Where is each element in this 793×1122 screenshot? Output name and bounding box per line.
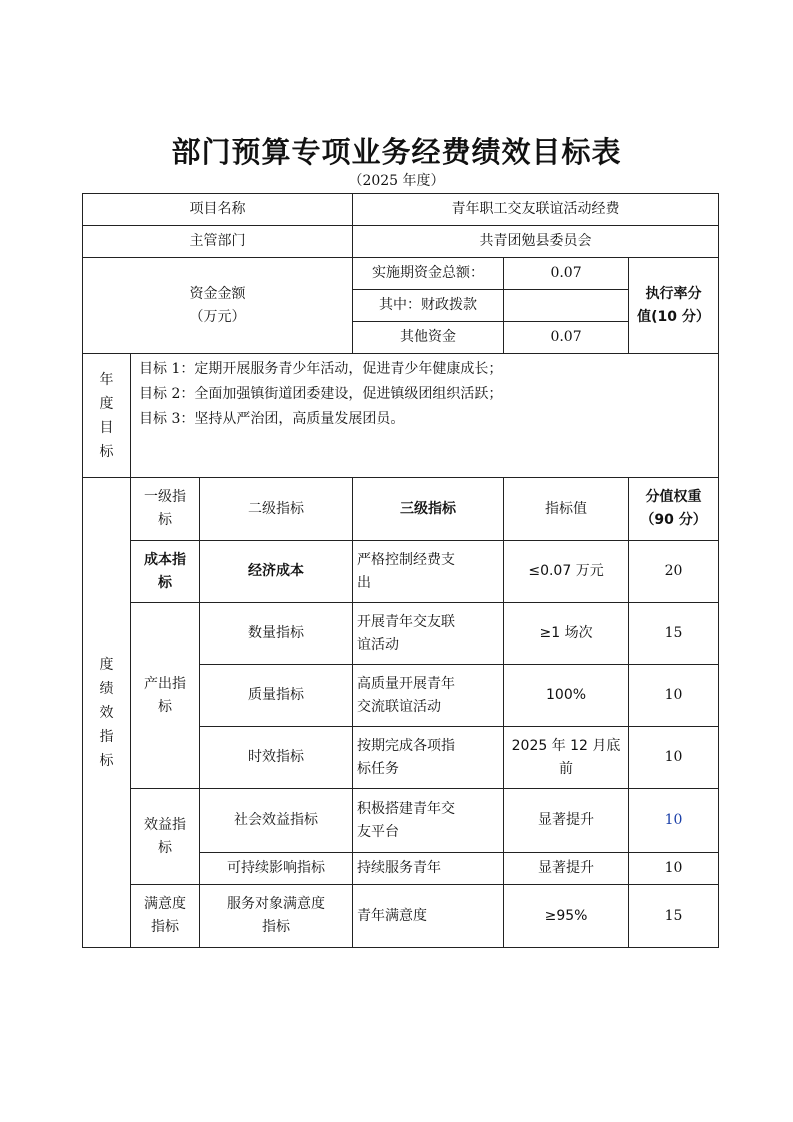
output-level1-line1: 产出指 <box>144 675 186 692</box>
indicators-char: 度 <box>99 656 114 673</box>
satisfaction-indicator-row <box>83 885 719 948</box>
year-subtitle: （2025 年度） <box>348 173 445 189</box>
annual-goals-char: 年 <box>99 371 114 388</box>
benefit-level2: 可持续影响指标 <box>200 853 353 885</box>
benefit-value: 显著提升 <box>504 853 629 885</box>
header-level3: 三级指标 <box>353 478 504 541</box>
project-name-value: 青年职工交友联谊活动经费 <box>353 194 719 226</box>
output-level2: 时效指标 <box>200 727 353 789</box>
benefit-indicator-row <box>83 789 719 853</box>
output-level3-line1: 高质量开展青年 <box>357 675 456 692</box>
satisfaction-level2-line2: 指标 <box>262 919 291 935</box>
funds-total-row <box>83 258 719 290</box>
output-value-line1: ≥1 场次 <box>539 625 593 641</box>
project-name-label: 项目名称 <box>83 194 353 226</box>
funds-fiscal-value <box>504 290 629 322</box>
funds-other-value: 0.07 <box>504 322 629 354</box>
project-name-row <box>83 194 719 226</box>
annual-goals-char: 度 <box>99 395 114 412</box>
page-title: 部门预算专项业务经费绩效目标表 <box>171 135 622 169</box>
output-value-line2: 前 <box>559 760 574 777</box>
funds-label-line1: 资金金额 <box>189 285 246 302</box>
output-level3 <box>353 727 504 789</box>
department-row <box>83 226 719 258</box>
satisfaction-level3: 青年满意度 <box>353 885 504 948</box>
satisfaction-level2 <box>200 885 353 948</box>
output-level3-line1: 按期完成各项指 <box>357 737 456 754</box>
benefit-level1 <box>131 789 200 885</box>
cost-level3-line2: 出 <box>357 574 372 591</box>
funds-other-label: 其他资金 <box>353 322 504 354</box>
goal-item-2: 目标 2：全面加强镇街道团委建设，促进镇级团组织活跃； <box>139 386 503 402</box>
header-level1-line1: 一级指 <box>144 489 186 505</box>
indicator-header-row <box>83 478 719 541</box>
indicators-char: 效 <box>99 704 114 721</box>
funds-label <box>83 258 353 354</box>
cost-indicator-row <box>83 541 719 603</box>
satisfaction-weight: 15 <box>629 885 719 948</box>
header-weight-line2: （90 分） <box>640 512 707 528</box>
output-level2: 质量指标 <box>200 665 353 727</box>
header-value: 指标值 <box>504 478 629 541</box>
annual-goals-char: 标 <box>99 443 114 460</box>
output-level3-line2: 标任务 <box>357 760 400 777</box>
benefit-level3-line1: 积极搭建青年交 <box>357 800 456 817</box>
funds-label-line2: （万元） <box>189 308 246 325</box>
benefit-level3: 持续服务青年 <box>353 853 504 885</box>
output-value <box>504 665 629 727</box>
output-value-line1: 2025 年 12 月底 <box>511 737 621 754</box>
cost-level1-line1: 成本指 <box>144 551 186 568</box>
output-level3-line2: 谊活动 <box>357 636 400 653</box>
output-weight: 15 <box>629 603 719 665</box>
funds-fiscal-label: 其中：财政拨款 <box>353 290 504 322</box>
cost-weight: 20 <box>629 541 719 603</box>
execution-rate-line1: 执行率分 <box>645 285 702 302</box>
benefit-level2: 社会效益指标 <box>200 789 353 853</box>
header-weight-line1: 分值权重 <box>645 489 702 505</box>
funds-total-label: 实施期资金总额： <box>353 258 504 290</box>
output-level3 <box>353 665 504 727</box>
output-level3-line1: 开展青年交友联 <box>357 613 456 630</box>
output-level1 <box>131 603 200 789</box>
output-level2: 数量指标 <box>200 603 353 665</box>
output-level3-line2: 交流联谊活动 <box>357 698 442 715</box>
annual-goals-content <box>131 354 719 478</box>
benefit-level3 <box>353 789 504 853</box>
cost-level1 <box>131 541 200 603</box>
department-value: 共青团勉县委员会 <box>353 226 719 258</box>
header-level1 <box>131 478 200 541</box>
execution-rate-line2: 值(10 分） <box>637 308 710 325</box>
cost-level2: 经济成本 <box>200 541 353 603</box>
department-label: 主管部门 <box>83 226 353 258</box>
output-value <box>504 603 629 665</box>
cost-level3-line1: 严格控制经费支 <box>357 551 456 568</box>
benefit-weight: 10 <box>629 853 719 885</box>
cost-level1-line2: 标 <box>158 574 172 591</box>
satisfaction-level1-line1: 满意度 <box>144 896 186 912</box>
indicators-char: 绩 <box>99 680 114 697</box>
output-value-line1: 100% <box>546 687 587 703</box>
header-level2: 二级指标 <box>200 478 353 541</box>
benefit-level3-line2: 友平台 <box>357 823 400 840</box>
output-level1-line2: 标 <box>158 698 172 715</box>
funds-total-value: 0.07 <box>504 258 629 290</box>
benefit-level1-line1: 效益指 <box>144 816 186 833</box>
output-weight: 10 <box>629 665 719 727</box>
goal-item-1: 目标 1：定期开展服务青少年活动，促进青少年健康成长； <box>139 361 503 377</box>
satisfaction-level1 <box>131 885 200 948</box>
output-value <box>504 727 629 789</box>
header-level1-line2: 标 <box>158 512 172 528</box>
output-level3 <box>353 603 504 665</box>
header-weight <box>629 478 719 541</box>
performance-target-table <box>82 193 719 948</box>
execution-rate-score-label <box>629 258 719 354</box>
satisfaction-level2-line1: 服务对象满意度 <box>227 896 326 912</box>
benefit-level1-line2: 标 <box>158 839 172 856</box>
annual-goals-label <box>83 354 131 478</box>
annual-goals-char: 目 <box>99 419 114 436</box>
satisfaction-value: ≥95% <box>504 885 629 948</box>
satisfaction-level1-line2: 指标 <box>151 919 179 935</box>
output-weight: 10 <box>629 727 719 789</box>
cost-level3 <box>353 541 504 603</box>
cost-value: ≤0.07 万元 <box>504 541 629 603</box>
performance-indicators-label <box>83 478 131 948</box>
goal-item-3: 目标 3：坚持从严治团，高质量发展团员。 <box>139 411 405 427</box>
annual-goals-row <box>83 354 719 478</box>
output-indicator-row <box>83 603 719 665</box>
indicators-char: 指 <box>99 728 114 745</box>
benefit-weight: 10 <box>629 789 719 853</box>
indicators-char: 标 <box>99 752 114 769</box>
benefit-value: 显著提升 <box>504 789 629 853</box>
